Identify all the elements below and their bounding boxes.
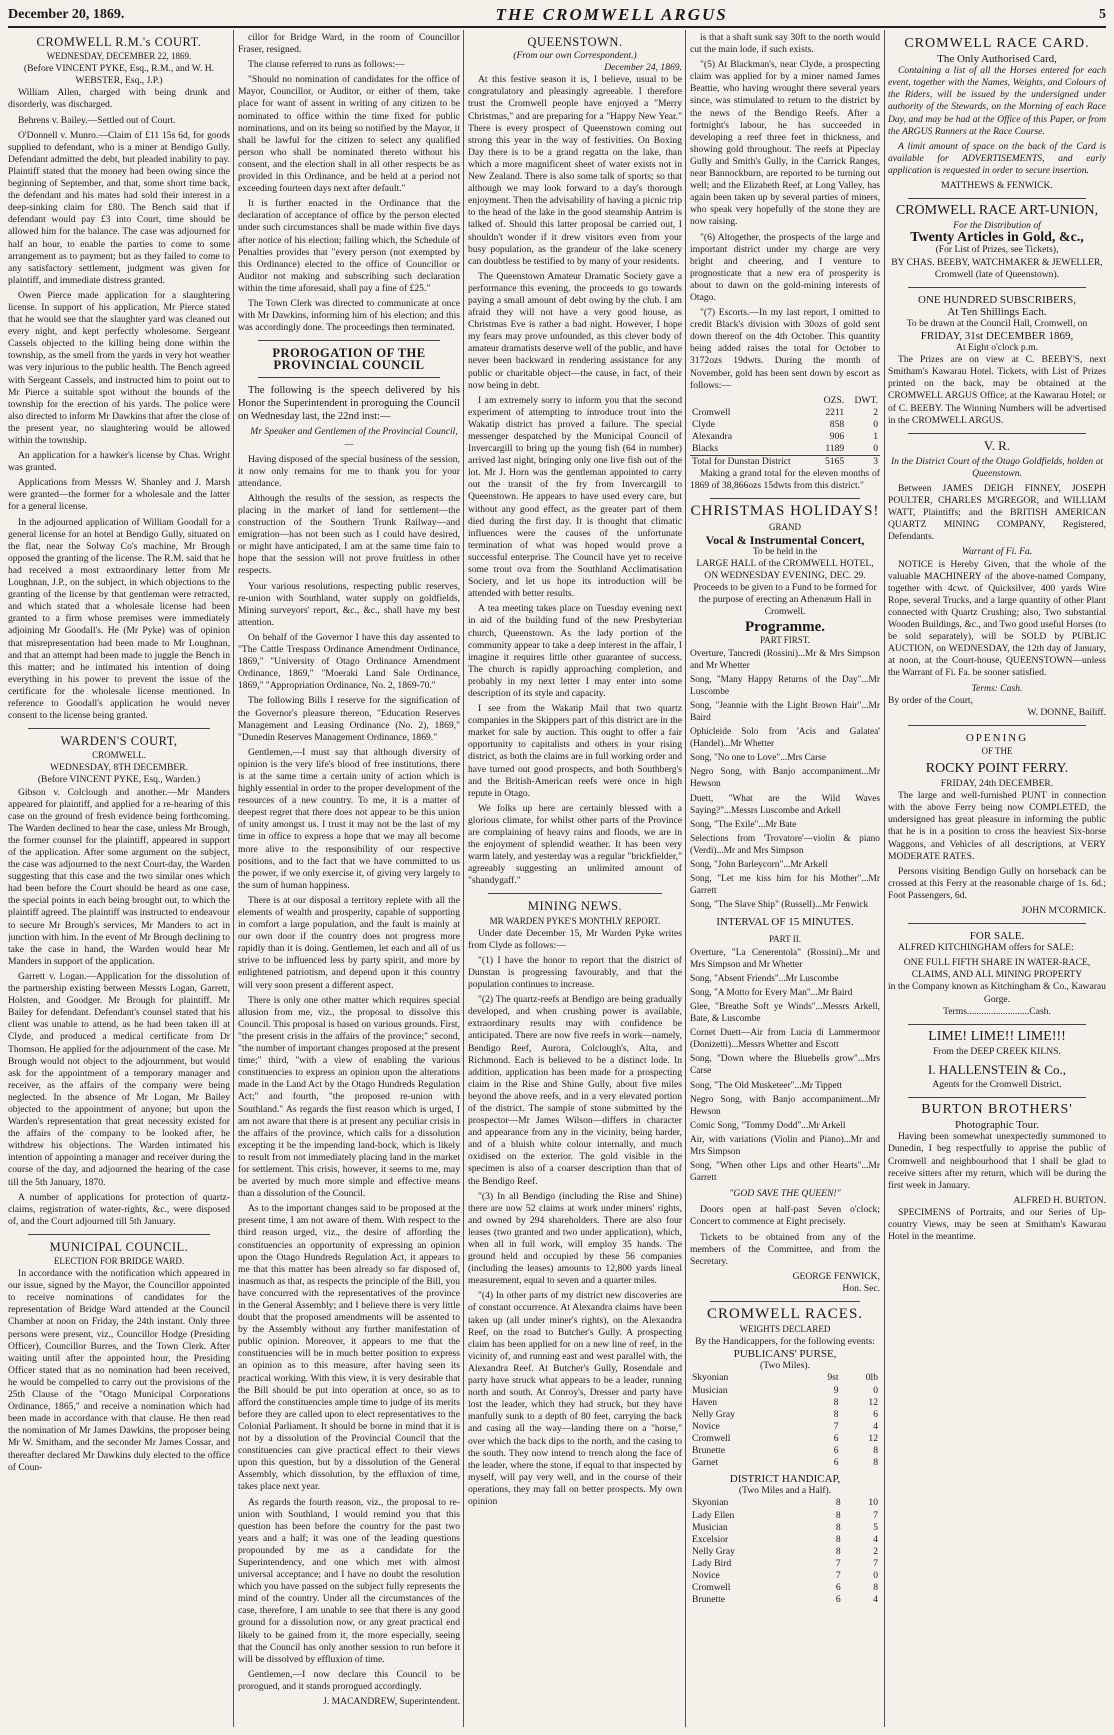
weight-st: 8	[833, 1396, 839, 1408]
table-row	[690, 1385, 880, 1397]
ferry-signature: JOHN M'CORMICK.	[1021, 905, 1106, 916]
column-5	[888, 32, 1106, 1727]
programme-item: Comic Song, "Tommy Dodd"...Mr Arkell	[690, 1120, 846, 1131]
weight-st: 7	[833, 1420, 839, 1432]
burton-heading: BURTON BROTHERS'	[921, 1102, 1073, 1118]
weight-st: 6	[835, 1594, 841, 1606]
issue-date: December 20, 1869.	[8, 7, 125, 22]
article-paragraph: A number of applications for protection of quartz-claims, registration of water-rights, &c., were disposed of, and the Court adjourned till 5th January.	[8, 1191, 230, 1227]
publicans-purse: PUBLICANS' PURSE,	[733, 1348, 837, 1361]
weight-lb: 4	[873, 1420, 878, 1432]
horse-name: Cromwell	[692, 1582, 731, 1594]
hallenstein-name: I. HALLENSTEIN & Co.,	[928, 1061, 1066, 1077]
divider	[710, 498, 860, 499]
table-row	[690, 1409, 880, 1421]
art-union-heading: CROMWELL RACE ART-UNION,	[895, 203, 1099, 219]
programme-item: Song, "When other Lips and other Hearts"...Mr Garrett	[690, 1161, 880, 1184]
horse-name: Lady Ellen	[692, 1509, 735, 1521]
ferry-heading: ROCKY POINT FERRY.	[925, 760, 1069, 776]
article-paragraph: Under date December 15, Mr Warden Pyke writes from Clyde as follows:—	[468, 927, 682, 951]
horse-name: Novice	[692, 1420, 720, 1432]
article-paragraph: The following Bills I reserve for the signification of the Governor's pleasure thereon, "Education Reserves Management and Leasing Ordinance (No. 2), 1869," "Dunedin Reserves Management Ordinance, 1869."	[238, 695, 460, 743]
article-paragraph: In accordance with the notification which appeared in our issue, signed by the Mayor, the Councillor appointed to receive nominations of candidates for the representation of Bridge Ward attended at the Council Chamber at noon on Friday, the 24th instant. Only three persons were present, viz., Councillor Hodge (Presiding Officer), Councillor Burres, and the Town Clerk. After waiting until after the appointed hour, the Presiding Officer stated that as no nomination had been received, he would be compelled to carry out the provisions of the 25th Clause of the "Otago Municipal Corporations Ordinance, 1865," and receive a nomination which had been made in accordance with that clause. He then read the nomination of Mr James Dawkins, the proposer being Mr W. Smitham, and the seconder Mr James Cossar, and thereafter declared Mr Dawkins duly elected to the office of Coun-	[8, 1268, 230, 1473]
weight-st: 7	[835, 1557, 841, 1569]
table-row	[690, 1397, 880, 1409]
weight-lb: 0lb	[865, 1372, 878, 1384]
horse-name: Nelly Gray	[692, 1545, 735, 1557]
for-sale-terms: Terms..........................Cash.	[943, 1005, 1051, 1017]
table-row	[690, 1372, 880, 1384]
municipal-council-subheading: ELECTION FOR BRIDGE WARD.	[53, 1256, 185, 1266]
weight-st: 8	[835, 1509, 841, 1521]
art-union-date: FRIDAY, 31st DECEMBER 1869,	[920, 329, 1074, 342]
escort-dwt: 2	[873, 406, 878, 418]
newspaper-title: THE CROMWELL ARGUS	[495, 5, 728, 24]
art-union-drawn: To be drawn at the Council Hall, Cromwell, on	[906, 317, 1088, 329]
table-row	[690, 1497, 880, 1509]
horse-name: Lady Bird	[692, 1557, 732, 1569]
court-parties: Between JAMES DEIGH FINNEY, JOSEPH POULTER, CHARLES M'GREGOR, and WILLIAM WATT, Plaintiffs; and the BRITISH AMERICAN QUARTZ MINING COMPANY, Registered, Defendants.	[888, 483, 1106, 543]
races-heading: CROMWELL RACES.	[706, 1306, 864, 1322]
weight-lb: 7	[873, 1557, 878, 1569]
article-paragraph: It is further enacted in the Ordinance that the declaration of acceptance of office by the person elected under such circumstances shall be made within five days after notice of his election; failing which, the Schedule of Penalties provides that "every person (not exempted by this Ordinance) elected to the office of Councillor or Auditor not making and subscribing such declaration within the time aforesaid, shall pay a fine of £25."	[238, 198, 460, 294]
horse-name: Novice	[692, 1569, 720, 1581]
programme-item: Negro Song, with Banjo accompaniment...Mr Hewson	[690, 1094, 880, 1117]
table-header-row	[690, 395, 880, 407]
weight-lb: 12	[868, 1396, 878, 1408]
weight-st: 6	[833, 1457, 839, 1469]
programme-item: Song, "The Exile"...Mr Bate	[690, 819, 797, 830]
interval-notice: INTERVAL OF 15 MINUTES.	[716, 916, 854, 929]
article-paragraph: As regards the fourth reason, viz., the proposal to re-union with Southland, I would remind you that this question has been before the country for the past two years and a half; it was one of the leading questions propounded by me as a candidate for the Superintendency, and one which met with almost universal acceptance; and I have no doubt the resolution which you have passed on the subject fully represents the mind of the country. Under all the circumstances of the case, therefore, I am unable to see that there is any good ground for a dissolution now, or any great practical end likely to be gained from it, the more especially, seeing that the Council has only another session to run before it will be dissolved by effluxion of time.	[238, 1496, 460, 1665]
ferry-opening: OPENING	[965, 731, 1029, 744]
wardens-court-before: (Before VINCENT PYKE, Esq., Warden.)	[37, 774, 201, 786]
column-rule	[884, 30, 885, 1727]
speech-salutation: Mr Speaker and Gentlemen of the Provincial Council,—	[250, 426, 458, 450]
table-row	[690, 1510, 880, 1522]
table-row	[690, 1582, 880, 1594]
race-card-heading: CROMWELL RACE CARD.	[904, 36, 1090, 51]
wardens-court-place: CROMWELL.	[92, 750, 146, 761]
weights-by: By the Handicappers, for the following events:	[695, 1336, 875, 1348]
article-paragraph: There is at our disposal a territory replete with all the elements of wealth and prosperity, capable of supporting in comfort a large population, and the fault is mainly at our own door if the country does not progress more rapidly than it is doing. Gentlemen, let each and all of us strive to be influenced less by party spirit, and more by enlightened patriotism, and depend upon it this country will very soon present a different aspect.	[238, 894, 460, 991]
divider	[908, 1024, 1086, 1025]
escort-total-dwt: 3	[873, 456, 878, 468]
art-union-text: The Prizes are on view at C. BEEBY'S, next Smitham's Kawarau Hotel. Tickets, with List of Prizes printed on the back, may be obtained at the CROMWELL ARGUS Office; at the Kawarau Hotel; or of C. BEEBY. The Winning Numbers will be advertised in the CROMWELL ARGUS.	[888, 354, 1106, 426]
table-row	[690, 1534, 880, 1546]
programme-item: Selections from 'Trovatore'—violin & piano (Verdi)...Mr and Mrs Simpson	[690, 833, 880, 856]
article-paragraph: "Should no nomination of candidates for the office of Mayor, Councillor, or Auditor, or either of them, take place for want of assent in writing of any citizen to be nominated to office within the time fixed for public nominations, and on its being so notified by the Mayor, it shall be lawful for the citizen to select any qualified person who shall be nominated thereto without his consent, and the election shall in all other respects be as provided in this Ordinance, and be held at a period not exceeding fourteen days next after default."	[238, 74, 460, 195]
weights-declared: WEIGHTS DECLARED	[739, 1324, 831, 1335]
weight-st: 8	[835, 1545, 841, 1557]
table-row	[690, 1594, 880, 1606]
weight-lb: 8	[873, 1445, 878, 1457]
programme-item: Song, "Down where the Bluebells grow"...Mrs Carse	[690, 1054, 880, 1077]
masthead	[8, 4, 1106, 28]
programme-item: Song, "The Old Musketeer"...Mr Tippett	[690, 1080, 842, 1091]
article-paragraph: At this festive season it is, I believe, usual to be congratulatory and pleasingly agreeable. I therefore trust the Cromwell people have enjoyed a "Merry Christmas," and are preparing for a "Happy New Year." There is every prospect of Queenstown coming out strong this year in the way of festivities. On Boxing Day there is to be a grand regatta on the lake, than which a more magnificent sheet of water exists not in New Zealand. There is also some talk of sports; so that although we may look forward to a day's thorough enjoyment. Then the advisability of having a picnic trip to the head of the lake in the good steamship Antrim is talked of. Should this latter proposal be carried out, I shouldn't wonder if it drew visitors even from your busy population, as the grandeur of the lake scenery can doubtless be testified to by many of your residents.	[468, 74, 682, 267]
programme-item: Song, "No one to Love"...Mrs Carse	[690, 753, 827, 764]
anthem: "GOD SAVE THE QUEEN!"	[729, 1188, 841, 1200]
horse-name: Skyonian	[692, 1497, 729, 1509]
divider	[258, 340, 440, 341]
table-row	[690, 1570, 880, 1582]
wardens-court-date: WEDNESDAY, 8TH DECEMBER.	[49, 762, 189, 774]
article-paragraph: "(4) In other parts of my district new discoveries are of constant occurrence. At Alexandra claims have been taken up (all under miner's rights), on the Alexandra Reef, on the road to Butcher's Gully. A prospecting claim has been applied for on a new line of reef, in the vicinity of, and running east and west parallel with, the Alexandra Reef. At Butcher's Gully, Rosendale and party have struck what appears to be a leader, running north and south. At Conroy's, Dresser and party have lost the leader, which they had struck, but they have manfully sunk to a depth of 80 feet, carrying the back and casing all the way—landing there on a "horse," over which the back dips to the north, and the casing to the south. They now intend to trench along the face of the leader, where the stone, if equal to that inspected by myself, will pay very well, and in the course of their operations, they may fall on better prospects. My own opinion	[468, 1290, 682, 1507]
art-union-by: BY CHAS. BEEBY, WATCHMAKER & JEWELLER, Cromwell (late of Queenstown).	[891, 256, 1103, 280]
tickets-notice: Tickets to be obtained from any of the members of the Committee, and from the Secretary.	[690, 1231, 880, 1267]
divider	[908, 287, 1086, 288]
table-total-row	[690, 456, 880, 469]
article-paragraph: I see from the Wakatip Mail that two quartz companies in the Skippers part of this district are in the market for sale by auction. This ought to offer a fair opportunity to capitalists and others in your rising district, as both the claims are in full working order and have turned out good prospects, and both Southberg's and the British-American reefs were once in high repute in Otago.	[468, 703, 682, 799]
weight-lb: 7	[873, 1509, 878, 1521]
rm-court-before: (Before VINCENT PYKE, Esq., R.M., and W. H. WEBSTER, Esq., J.P.)	[23, 63, 215, 87]
art-union-time: At Eight o'clock p.m.	[956, 342, 1038, 354]
art-union-prize: Twenty Articles in Gold, &c.,	[910, 230, 1084, 246]
programme-item: Song, "Jeannie with the Light Brown Hair"...Mr Baird	[690, 700, 880, 723]
christmas-heading: CHRISTMAS HOLIDAYS!	[690, 503, 880, 520]
race-card-subheading: The Only Authorised Card,	[937, 53, 1057, 66]
article-paragraph: Behrens v. Bailey.—Settled out of Court.	[18, 114, 176, 126]
mining-news-heading: MINING NEWS.	[527, 899, 623, 914]
programme-item: Air, with variations (Violin and Piano)...Mr and Mrs Simpson	[690, 1134, 880, 1157]
concert-held: To be held in the	[752, 545, 818, 557]
column-4	[690, 32, 880, 1727]
escort-ozs: 858	[829, 418, 845, 430]
weight-st: 8	[835, 1533, 841, 1545]
article-paragraph: is that a shaft sunk say 30ft to the north would cut the main lode, if such exists.	[690, 32, 880, 56]
article-paragraph: Gentlemen,—I now declare this Council to be prorogued, and it stands prorogued accordingly.	[238, 1668, 460, 1692]
column-header: DWT.	[854, 394, 878, 406]
article-paragraph: We folks up here are certainly blessed with a glorious climate, for whilst other parts of the Province are complaining of heavy rains and floods, we are in the enjoyment of splendid weather. It has been very warm lately, and yesterday was a regular "brickfielder," agreeably suggesting an unlimited amount of "shandygaff."	[468, 802, 682, 887]
signature: J. MACANDREW, Superintendent.	[323, 1696, 460, 1707]
programme-item: Song, "Many Happy Returns of the Day"...Mr Luscombe	[690, 674, 880, 697]
programme-item: Song, "Absent Friends"...Mr Luscombe	[690, 973, 839, 984]
programme-item: Overture, "La Cenerentola" (Rossini)...Mr and Mrs Simpson and Mr Whetter	[690, 947, 880, 970]
concert-date: ON WEDNESDAY EVENING, DEC. 29.	[704, 569, 866, 581]
horse-name: Musician	[692, 1521, 728, 1533]
court-terms: Terms: Cash.	[971, 682, 1023, 694]
divider	[710, 1301, 860, 1302]
table-row	[690, 419, 880, 431]
weight-lb: 8	[873, 1457, 878, 1469]
district-handicap: DISTRICT HANDICAP,	[729, 1473, 841, 1486]
court-notice: NOTICE is Hereby Given, that the whole of the valuable MACHINERY of the above-named Company, together with 4cwt. of Quicksilver, 400 yards Wire Rope, several Trucks, and a large quantity of other Plant connected with Quartz Crushing; also, Two substantial Wooden Buildings, &c., and Two good useful Horses (to be sold separately), will be SOLD by PUBLIC AUCTION, on WEDNESDAY, the 12th day of January, at noon, at the Court-house, QUEENSTOWN—unless the Warrant of Fi. Fa. be sooner satisfied.	[888, 558, 1106, 679]
burton-text: Having been somewhat unexpectedly summoned to Dunedin, I beg respectfully to apprise the public of Cromwell and neighbourhood that I shall be glad to receive sitters after my return, which will be during the first week in January.	[888, 1131, 1106, 1191]
escort-place: Alexandra	[692, 431, 732, 442]
weight-st: 6	[835, 1582, 841, 1594]
weight-st: 8	[835, 1497, 841, 1509]
escort-place: Blacks	[692, 443, 719, 455]
race-card-signature: MATTHEWS & FENWICK.	[941, 180, 1053, 192]
divider	[28, 1234, 210, 1235]
purse-weights-table	[690, 1372, 880, 1469]
lime-source: From the DEEP CREEK KILNS.	[933, 1045, 1061, 1057]
weight-lb: 4	[873, 1594, 878, 1606]
divider	[908, 923, 1086, 924]
table-row	[690, 1433, 880, 1445]
publicans-distance: (Two Miles).	[760, 1360, 810, 1372]
secretary-title: Hon. Sec.	[842, 1282, 880, 1294]
column-3	[468, 32, 682, 1727]
court-order: By order of the Court,	[888, 694, 973, 706]
hallenstein-agents: Agents for the Cromwell District.	[932, 1079, 1062, 1091]
weight-st: 6	[833, 1445, 839, 1457]
art-union-subscribers: ONE HUNDRED SUBSCRIBERS,	[918, 293, 1076, 306]
burton-subheading: Photographic Tour.	[955, 1119, 1039, 1132]
for-sale-where: in the Company known as Kitchingham & Co., Kawarau Gorge.	[888, 981, 1106, 1005]
article-paragraph: A tea meeting takes place on Tuesday evening next in aid of the building fund of the new Presbyterian church, Queenstown. As the lady portion of the community appear to take a deep interest in the affair, I imagine it requires little other guarantee of success. The church is rapidly approaching completion, and probably in my next letter I may enter into some description of its style and capacity.	[468, 603, 682, 699]
divider	[28, 728, 210, 729]
escort-ozs: 906	[829, 431, 845, 442]
escort-ozs: 1189	[825, 443, 845, 455]
column-2	[238, 32, 460, 1727]
article-paragraph: The clause referred to runs as follows:—	[248, 59, 405, 71]
horse-name: Brunette	[692, 1594, 726, 1606]
weight-lb: 4	[873, 1533, 878, 1545]
part-first-label: PART FIRST.	[760, 635, 810, 646]
column-header: OZS.	[823, 394, 845, 406]
court-title: In the District Court of the Otago Goldfields, holden at Queenstown.	[890, 455, 1104, 479]
article-paragraph: cillor for Bridge Ward, in the room of Councillor Fraser, resigned.	[238, 32, 460, 56]
escort-dwt: 0	[873, 418, 878, 430]
article-paragraph: As to the important changes said to be proposed at the present time, I am not aware of them. With respect to the third reason urged, viz., the desire of affording the constituencies an opportunity of expressing an opinion upon the Otago Hundreds Regulation Act, it appears to me that this matter has been already so far disposed of, inasmuch as that, as respects the principle of the Bill, you have concurred with the representatives of the province in the General Assembly; and I believe there is very little doubt that the proposed amendments will be assented to by the Assembly without any further manifestation of public opinion. Moreover, it appears to me that the constituencies will be in much better position to express an opinion as to this measure, after having seen its practical working. With this view, it is very desirable that the Bill should be put into operation at once, so as to afford the constituencies ample time to judge of its merits before they are called upon to elect representatives to the Colonial Parliament. It should be borne in mind that it is not by a dissolution of the Provincial Council that the constituencies can give practical effect to their views upon this question, but by a dissolution of the General Assembly, which dissolution, by the effluxion of time, takes place next year.	[238, 1203, 460, 1493]
page-number: 5	[1098, 7, 1106, 22]
article-paragraph: The Town Clerk was directed to communicate at once with Mr Dawkins, informing him of his election; and this was accordingly done. The proceedings then terminated.	[238, 297, 460, 334]
rm-court-body	[8, 87, 230, 722]
part-two-label: PART II.	[769, 934, 801, 945]
weight-lb: 10	[868, 1497, 878, 1509]
article-paragraph: I am extremely sorry to inform you that the second experiment of attempting to introduce trout into the Wakatip district has proved a failure. The special messenger despatched by the Municipal Council of Invercargill to bring up the young fish (64 in number) arrived last night, bringing only one live fish out of the lot. Mr J. Horn was the gentleman appointed to carry out the transit of the fry from Invercargill to Queenstown. He appears to have used every care, but without any good effect, as the greater part of them died during the first day. It is thought that climatic influences were the causes of the unfortunate termination of what was hoped would prove a successful enterprise. The Council have yet to receive some trout ova from the Southland Acclimatisation Society, and let us hope its introduction will be attended with better results.	[468, 394, 682, 600]
dateline: December 24, 1869.	[604, 62, 682, 74]
lime-heading: LIME! LIME!! LIME!!!	[928, 1028, 1066, 1044]
horse-name: Skyonian	[692, 1372, 729, 1384]
programme-item: Glee, "Breathe Soft ye Winds"...Messrs Arkell, Bate, & Luscombe	[690, 1001, 880, 1025]
burton-signature: ALFRED H. BURTON.	[1013, 1194, 1106, 1206]
escort-ozs: 2211	[825, 406, 845, 418]
weight-lb: 0	[873, 1569, 878, 1581]
article-paragraph: Garrett v. Logan.—Application for the dissolution of the partnership existing between Messrs Logan, Garrett, Holsten, and Goodger. Mr Brough for plaintiff. Mr Bailey for defendant. Defendant's counsel stated that his client was unable to attend, as he had been taken ill at Clyde, and produced a medical certificate from Dr Thomson. He applied for the adjournment of the case. Mr Brough would not object to the adjournment, but would ask for the appointment of a temporary manager and receiver, as the affairs of the company were being neglected. In the absence of Mr Logan, Mr Bailey objected to the appointment of anyone; but upon the Warden's representation that great necessity existed for the affairs of the company to be looked after, he withdrew his objections. The Warden intimated his intention of appointing a manager and receiver during the course of the day, and adjourned the hearing of the case till the 5th January, 1870.	[8, 970, 230, 1188]
art-union-price: At Ten Shillings Each.	[947, 305, 1047, 318]
table-row	[690, 1445, 880, 1457]
programme-item: Ophicleide Solo from 'Acis and Galatea' (Handel)...Mr Whetter	[690, 727, 880, 750]
table-row	[690, 1457, 880, 1469]
programme-part-1	[690, 648, 880, 912]
article-paragraph: "(2) The quartz-reefs at Bendigo are being gradually developed, and when crushing power is available, extraordinary results may with confidence be anticipated. There are now five reefs in work—namely, Bendigo Reef, Aurora, Colclough's, Alta, and Richmond. Each is believed to be a distinct lode. In addition, application has been made for a prospecting claim in the Rise and Shine Gully, about five miles beyond the above reefs, and in a very elevated portion of the district. The sample of stone submitted by the prospector—Mr James Wilson—differs in character and appearance from any in the vicinity, being harder, and of a bluish white colour internally, and much oxidised on the exterior. The gold visible in the specimen is also of a coarser description than that of the Bendigo Reef.	[468, 994, 682, 1187]
programme-part-2	[690, 947, 880, 1185]
escort-place: Cromwell	[692, 406, 731, 418]
burton-specimens: SPECIMENS of Portraits, and our Series of Up-country Views, may be seen at Smitham's Kawarau Hotel in the meantime.	[888, 1206, 1106, 1243]
article-paragraph: Gibson v. Colclough and another.—Mr Manders appeared for plaintiff, and applied for a re-hearing of this case on the ground of fresh evidence being forthcoming. The Warden declined to hear the case, unless Mr Brough, the former counsel for the plaintiff, appeared in support of the application. After some argument on the subject, the case was adjourned to the next Court-day, the Warden suggesting that this case and the two similar ones which had been before the Court should be heard as one case, the special points in each being brought out, to which the plaintiff agreed. The plaintiff was instructed to endeavour to secure Mr Brough's services, Mr Manders to act in junction with him. In the event of Mr Brough declining to take the case in hand, the Warden would hear Mr Manders in support of the application.	[8, 786, 230, 967]
article-paragraph: Making a grand total for the eleven months of 1869 of 38,866ozs 15dwts from this district."	[690, 468, 880, 492]
art-union-list: (For List of Prizes, see Tickets),	[935, 244, 1059, 256]
programme-item: Song, "Let me kiss him for his Mother"...Mr Garrett	[690, 874, 880, 897]
divider	[908, 198, 1086, 199]
ferry-of: OF THE	[981, 745, 1013, 756]
rm-court-heading: CROMWELL R.M.'s COURT.	[36, 35, 202, 49]
weight-st: 7	[835, 1569, 841, 1581]
horse-name: Cromwell	[692, 1432, 731, 1444]
weight-lb: 8	[873, 1582, 878, 1594]
column-rule	[463, 30, 464, 1727]
court-signature: W. DONNE, Bailiff.	[1027, 706, 1106, 718]
article-paragraph: William Allen, charged with being drunk and disorderly, was discharged.	[8, 87, 230, 111]
horse-name: Nelly Gray	[692, 1408, 735, 1420]
escort-table	[690, 395, 880, 469]
rm-court-date: WEDNESDAY, DECEMBER 22, 1869.	[46, 51, 192, 62]
article-paragraph: "(1) I have the honor to report that the district of Dunstan is progressing favourably, and that the population continues to increase.	[468, 954, 682, 991]
horse-name: Garnet	[692, 1457, 719, 1469]
table-row	[690, 1421, 880, 1433]
district-distance: (Two Miles and a Half).	[738, 1485, 832, 1497]
weight-st: 8	[835, 1521, 841, 1533]
article-paragraph: On behalf of the Governor I have this day assented to "The Cattle Trespass Ordinance Amendment Ordinance, 1869," "University of Otago Ordinance Amendment Ordinance, 1869," "Moeraki Land Sale Ordinance, 1869," "Appropriation Ordinance, No. 2, 1869-70."	[238, 631, 460, 692]
concert-purpose: Proceeds to be given to a Fund to be formed for the purpose of erecting an Athenæum Hall in Cromwell.	[693, 582, 877, 618]
divider	[908, 1097, 1086, 1098]
weight-st: 9	[833, 1384, 839, 1396]
escort-place: Clyde	[692, 418, 715, 430]
mining-news-subheading: MR WARDEN PYKE'S MONTHLY REPORT.	[489, 915, 661, 926]
article-paragraph: An application for a hawker's license by Chas. Wright was granted.	[8, 450, 230, 474]
programme-item: Overture, Tancredi (Rossini)...Mr & Mrs Simpson and Mr Whetter	[690, 648, 880, 671]
escort-dwt: 0	[873, 443, 878, 455]
table-row	[690, 431, 880, 443]
article-paragraph: Owen Pierce made application for a slaughtering license. In support of his application, Mr Pierce stated that he would see that the slaughter yard was cleaned out every night, and kept perfectly wholesome. Sergeant Cassels objected to the killing being done within the township, as the smell from the yards in very hot weather was very injurious to the public health. The Bench agreed with Sergeant Cassels, and instructed him to point out to Mr Pierce a suitable spot without the bounds of the township for the erection of his yards. The police were also directed to inform Mr Dawkins that after the close of the present year, no slaughtering would be allowed within the township.	[8, 289, 230, 446]
municipal-council-heading: MUNICIPAL COUNCIL.	[49, 1239, 189, 1254]
correspondent-note: (From our own Correspondent.)	[513, 50, 637, 62]
programme-item: Song, "John Barleycorn"...Mr Arkell	[690, 860, 828, 870]
weight-st: 9st	[827, 1372, 839, 1384]
race-card-ads: A limit amount of space on the back of the Card is available for ADVERTISEMENTS, and early application is requested in order to secure insertion.	[888, 140, 1106, 176]
weight-lb: 2	[873, 1545, 878, 1557]
for-sale-item: ONE FULL FIFTH SHARE IN WATER-RACE, CLAIMS, AND ALL MINING PROPERTY	[903, 957, 1091, 981]
concert-title: Vocal & Instrumental Concert,	[705, 532, 865, 547]
programme-item: Cornet Duett—Air from Lucia di Lammermoor (Donizetti)...Messrs Whetter and Escott	[690, 1028, 880, 1051]
article-paragraph: "(3) In all Bendigo (including the Rise and Shine) there are now 52 claims at work under miners' rights, and owned by 294 shareholders. There are also four leases (two granted and two under application), which, when all in full work, will employ 35 hands. The ground held and occupied by these 56 companies (including the leases) amounts to 12,800 yards lineal measurement, equal to seven and a quarter miles.	[468, 1190, 682, 1287]
table-row	[690, 1546, 880, 1558]
table-row	[690, 407, 880, 419]
escort-total-label: Total for Dunstan District	[692, 456, 791, 468]
divider	[258, 377, 440, 378]
programme-item: Duett, "What are the Wild Waves Saying?"...Messrs Luscombe and Arkell	[690, 793, 880, 816]
ferry-date: FRIDAY, 24th DECEMBER.	[940, 778, 1054, 790]
horse-name: Musician	[692, 1384, 728, 1396]
district-weights-table	[690, 1497, 880, 1606]
table-row	[690, 443, 880, 456]
column-1	[8, 32, 230, 1727]
doors-notice: Doors open at half-past Seven o'clock; Concert to commence at Eight precisely.	[690, 1204, 880, 1228]
horse-name: Brunette	[692, 1445, 726, 1457]
article-paragraph: O'Donnell v. Munro.—Claim of £11 15s 6d, for goods supplied to defendant, who is a miner at Bendigo Gully. Defendant admitted the debt, but pleaded inability to pay. Plaintiff stated that the money had been owing since the beginning of September, and that, some short time back, the defendant and his mates had sold their interest in a deep-sinking claim for £80. The Bench said that if defendant would pay £3 into Court, time should be allowed him for the balance. The case was adjourned for half an hour, to enable the parties to come to some arrangement as to payment; but as they failed to come to any satisfactory settlement, judgment was given for plaintiff, and immediate distress granted.	[8, 129, 230, 286]
article-paragraph: "(6) Altogether, the prospects of the large and important district under my charge are very bright and cheering, and I venture to prognosticate that a new era of prosperity is about to dawn on the gold-mining interests of Otago.	[690, 231, 880, 303]
secretary-name: GEORGE FENWICK,	[792, 1270, 880, 1282]
article-paragraph: The Queenstown Amateur Dramatic Society gave a performance this evening, the proceeds to go towards paying a small amount of debt owing by the club. I am afraid they will not have a very good house, as Christmas Eve is rather a bad night. However, I hope my fears may prove unfounded, as this clever body of amateur dramatists deserve well of the public, and have never been backward in rendering assistance for any public or charitable object—the cause, in fact, of their now being in debt.	[468, 270, 682, 391]
royal-cipher: V. R.	[983, 437, 1011, 453]
concert-venue: LARGE HALL of the CROMWELL HOTEL,	[696, 557, 874, 569]
divider	[908, 725, 1086, 726]
race-card-text: Containing a list of all the Horses entered for each event, together with the Names, Weights, and Colours of the Riders, will be issued by the undersigned under authority of the Stewards, on the Morning of each Race Day, and may be had at the Office of this Paper, or from the ARGUS Runners at the Race Course.	[888, 65, 1106, 137]
weight-lb: 0	[873, 1384, 878, 1396]
escort-dwt: 1	[873, 431, 878, 442]
article-paragraph: In the adjourned application of William Goodall for a general license for an hotel at Bendigo Gully, situated on the flat, near the Solway Co's machine, Mr Brough opposed the granting of the license. The R.M. said that he had received a most extraordinary letter from Mr Loughnan, J.P., on the subject, in which objections to the granting of the license by that gentleman were retracted, and which stated that a wholesale license had been granted to a firm whose premises were immediately adjoining Mr Goodall's. He (Mr Pyke) was of opinion that misrepresentation had been made to Mr Loughnan, and that an attempt had been made to juggle the Bench in this matter; and he intimated his intention of doing everything in his power to prevent the issue of the certificate for the wholesale license mentioned. In reference to Goodall's application he would never consent to the license being granted.	[8, 516, 230, 722]
article-paragraph: There is only one other matter which requires special allusion from me, viz., the proposal to dissolve this Council. This proposal is based on various grounds. First, "the present crisis in the affairs of the province;" second, "the number of important changes proposed at the present time;" third, "with a view of enabling the various constituencies to express an opinion upon the alterations made in the Land Act by the Otago Hundreds Regulation Act;" and fourth, "the proposed re-union with Southland." As regards the first reason which is urged, I am not aware that there is at present any peculiar crisis in the affairs of the province, which calls for a dissolution excepting it be the impending land-bock, which is likely to result from not immediately placing land in the market for settlement. This crisis, however, it seems to me, may be averted by much more simple and effective means than a dissolution of the Council.	[238, 994, 460, 1200]
for-sale-text: ALFRED KITCHINGHAM offers for SALE:	[898, 942, 1074, 954]
weight-lb: 12	[868, 1432, 878, 1444]
table-row	[690, 1558, 880, 1570]
prorogation-heading: PROROGATION OF THE PROVINCIAL COUNCIL	[272, 346, 426, 373]
ferry-text: The large and well-furnished PUNT in connection with the above Ferry being now COMPLETED, the undersigned has great pleasure in informing the public that he is in a position to cross the heaviest Six-horse Waggons, and Vehicles of all descriptions, at VERY MODERATE RATES.	[888, 790, 1106, 862]
horse-name: Excelsior	[692, 1533, 729, 1545]
table-row	[690, 1522, 880, 1534]
weight-lb: 6	[873, 1408, 878, 1420]
concert-grand: GRAND	[768, 521, 801, 532]
programme-item: Song, "The Slave Ship" (Russell)...Mr Fenwick	[690, 900, 869, 911]
article-paragraph: Having disposed of the special business of the session, it now only remains for me to thank you for your attendance.	[238, 453, 460, 489]
divider	[488, 893, 662, 894]
queenstown-heading: QUEENSTOWN.	[527, 35, 623, 49]
weight-st: 6	[833, 1432, 839, 1444]
wardens-court-heading: WARDEN'S COURT,	[60, 734, 178, 749]
article-paragraph: Your various resolutions, respecting public reserves, re-union with Southland, water supply on goldfields, Mining surveyors' report, &c., &c., shall have my best attention.	[238, 580, 460, 628]
column-rule	[685, 30, 686, 1727]
article-paragraph: "(7) Escorts.—In my last report, I omitted to credit Black's division with 30ozs of gold sent down thereof on the 4th October. This quantity being added raises the total for October to 3172ozs 19dwts. During the month of November, gold has been sent down by escort as follows:—	[690, 307, 880, 391]
article-paragraph: Applications from Messrs W. Shanley and J. Marsh were granted—the former for a wholesale and the latter for a general license.	[8, 477, 230, 513]
weight-st: 8	[833, 1408, 839, 1420]
article-paragraph: "(5) At Blackman's, near Clyde, a prospecting claim was applied for by a miner named James Beattie, who having wrought there several years since, was stimulated to return to the district by the news of the Bendigo Reefs. After a fortnight's labour, he has succeeded in developing a reef three feet in thickness, and showing gold throughout. The reefs at Pipeclay Gully and Smith's Gully, in the Carrick Ranges, near Bannockburn, are reported to be turning out well; and the Elizabeth Reef, at Long Valley, has again been taken up by several parties of miners, who speak very hopefully of the stone they are now raising.	[690, 59, 880, 228]
divider	[908, 433, 1086, 434]
horse-name: Haven	[692, 1396, 718, 1408]
article-paragraph: Gentlemen,—I must say that although diversity of opinion is the very life's blood of free institutions, there is at the same time a certain unity of action which is highly essential in order to the proper development of the resources of a new country. To me, it is a matter of deepest regret that there does not appear to be this union of unity amongst us. I trust it may not be the last of my time in office to express a hope that we may all become more alive to the responsibility of our respective positions, and to the fact that we have committed to us the power, if we only exercise it, of giving very largely to the sum of human happiness.	[238, 746, 460, 891]
ferry-text: Persons visiting Bendigo Gully on horseback can be crossed at this Ferry at the reasonable charge of 1s. 6d.; Foot Passengers, 6d.	[888, 865, 1106, 901]
column-rule	[233, 30, 234, 1727]
weight-lb: 5	[873, 1521, 878, 1533]
art-union-for: For the Distribution of	[953, 220, 1041, 232]
court-warrant: Warrant of Fi. Fa.	[961, 546, 1033, 558]
programme-item: Negro Song, with Banjo accompaniment...Mr Hewson	[690, 767, 880, 790]
escort-total-ozs: 5165	[825, 456, 845, 468]
article-lead: The following is the speech delivered by his Honor the Superintendent in proroguing the Council on Wednesday last, the 22nd inst:—	[238, 385, 460, 423]
for-sale-heading: FOR SALE.	[969, 930, 1025, 943]
article-paragraph: Although the results of the session, as respects the placing in the market of land for settlement—the construction of the Southern Trunk Railway—and emigration—has not been such as I could have desired, or might have anticipated, I am at the same time fain to hope that the session will not prove fruitless in other respects.	[238, 492, 460, 577]
programme-item: Song, "A Motto for Every Man"...Mr Baird	[690, 987, 853, 998]
programme-heading: Programme.	[744, 619, 826, 636]
